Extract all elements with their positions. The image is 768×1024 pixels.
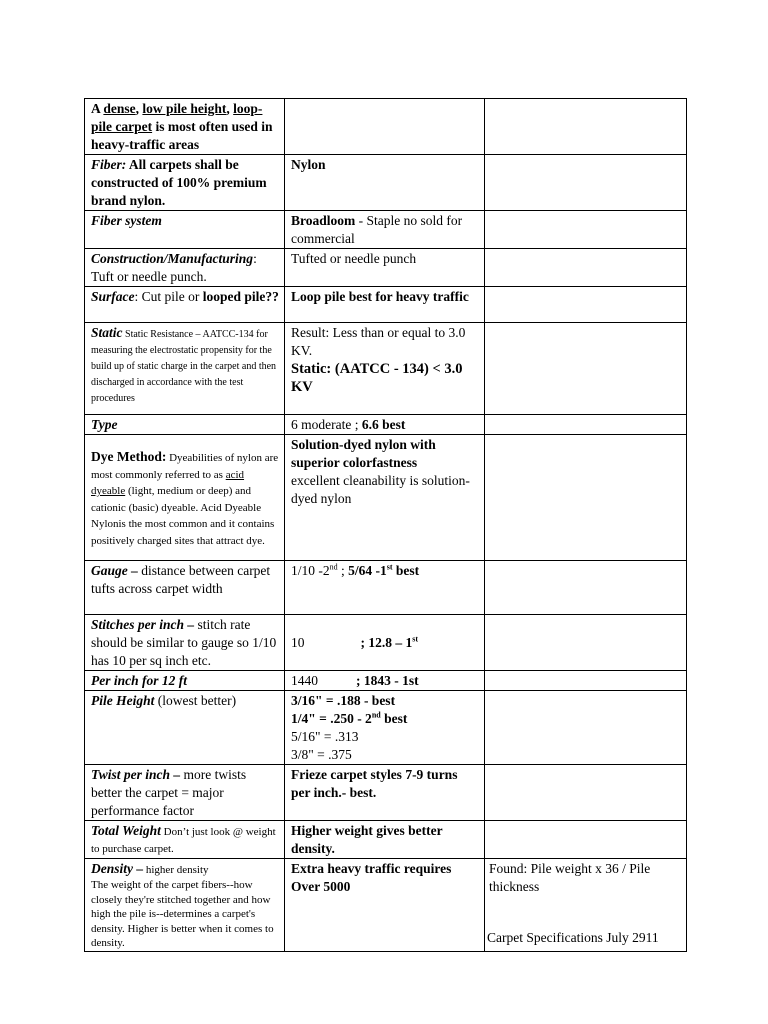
fiber-value: Nylon	[285, 155, 485, 211]
table-row	[85, 249, 687, 287]
construction-label-cell: Construction/Manufacturing: Tuft or needle punch.	[85, 249, 285, 287]
twist-value: Frieze carpet styles 7-9 turns per inch.- best.	[285, 765, 485, 821]
empty-cell	[485, 249, 687, 287]
table-row	[85, 99, 687, 155]
stitches-value: 10 ; 12.8 – 1st	[285, 615, 485, 671]
weight-label-cell: Total Weight Don’t just look @ weight to purchase carpet.	[85, 821, 285, 859]
per-inch-value: 1440 ; 1843 - 1st	[285, 671, 485, 691]
empty-cell	[485, 821, 687, 859]
low-pile-term: low pile height	[142, 101, 227, 116]
table-row	[85, 155, 687, 211]
type-label-cell: Type	[85, 415, 285, 435]
pile-height-label-cell: Pile Height (lowest better)	[85, 691, 285, 765]
table-row	[85, 323, 687, 415]
table-row	[85, 671, 687, 691]
loop-pile-term: loop-pile carpet	[91, 101, 263, 134]
empty-cell	[485, 99, 687, 155]
construction-value: Tufted or needle punch	[285, 249, 485, 287]
empty-cell	[485, 765, 687, 821]
footer-note: Carpet Specifications July 2911	[487, 929, 659, 945]
static-value: Result: Less than or equal to 3.0 KV. Static: (AATCC - 134) < 3.0 KV	[285, 323, 485, 415]
table-row	[85, 435, 687, 561]
pile-height-value: 3/16" = .188 - best 1/4" = .250 - 2nd best 5/16" = .313 3/8" = .375	[285, 691, 485, 765]
dye-label-cell: Dye Method: Dyeabilities of nylon are most commonly referred to as acid dyeable (light, medium or deep) and cationic (basic) dyeable. Acid Dyeable Nylonis the most common and it contains positively charged sites that attract dye.	[85, 435, 285, 561]
empty-cell	[485, 211, 687, 249]
table-row	[85, 615, 687, 671]
table-row	[85, 287, 687, 323]
empty-cell	[485, 615, 687, 671]
dense-term: dense	[103, 101, 136, 116]
density-label-cell: Density – higher density The weight of the carpet fibers--how closely they're stitched together and how high the pile is--determines a carpet's density. Higher is better when it comes to density.	[85, 859, 285, 952]
table-row	[85, 691, 687, 765]
empty-cell	[485, 155, 687, 211]
fiber-label: Fiber:	[91, 157, 127, 172]
table-row	[85, 821, 687, 859]
weight-value: Higher weight gives better density.	[285, 821, 485, 859]
fiber-system-value: Broadloom - Staple no sold for commercial	[285, 211, 485, 249]
table-row	[85, 765, 687, 821]
surface-value: Loop pile best for heavy traffic	[285, 287, 485, 323]
empty-cell	[485, 287, 687, 323]
stitches-label-cell: Stitches per inch – stitch rate should be similar to gauge so 1/10 has 10 per sq inch etc.	[85, 615, 285, 671]
fiber-system-label-cell: Fiber system	[85, 211, 285, 249]
empty-cell	[485, 323, 687, 415]
carpet-spec-table	[84, 98, 687, 952]
found-note: Found: Pile weight x 36 / Pile thickness	[489, 861, 651, 894]
gauge-value: 1/10 -2nd ; 5/64 -1st best	[285, 561, 485, 615]
static-label-cell: Static Static Resistance – AATCC-134 for measuring the electrostatic propensity for the build up of static charge in the carpet and then discharged in accordance with the test procedures	[85, 323, 285, 415]
empty-cell	[285, 99, 485, 155]
empty-cell	[485, 561, 687, 615]
table-row	[85, 561, 687, 615]
table-row	[85, 211, 687, 249]
table-row	[85, 415, 687, 435]
empty-cell	[485, 415, 687, 435]
type-value: 6 moderate ; 6.6 best	[285, 415, 485, 435]
dye-value: Solution-dyed nylon with superior colorfastness excellent cleanability is solution-dyed nylon	[285, 435, 485, 561]
empty-cell	[485, 691, 687, 765]
empty-cell	[485, 435, 687, 561]
empty-cell	[485, 671, 687, 691]
gauge-label-cell: Gauge – distance between carpet tufts across carpet width	[85, 561, 285, 615]
per-inch-label-cell: Per inch for 12 ft	[85, 671, 285, 691]
fiber-label-cell: Fiber: All carpets shall be constructed of 100% premium brand nylon.	[85, 155, 285, 211]
twist-label-cell: Twist per inch – more twists better the carpet = major performance factor	[85, 765, 285, 821]
surface-label-cell: Surface: Cut pile or looped pile??	[85, 287, 285, 323]
density-note-cell	[485, 859, 687, 952]
intro-cell: A dense, low pile height, loop-pile carpet is most often used in heavy-traffic areas	[85, 99, 285, 155]
density-value: Extra heavy traffic requires Over 5000	[285, 859, 485, 952]
table-row	[85, 859, 687, 952]
